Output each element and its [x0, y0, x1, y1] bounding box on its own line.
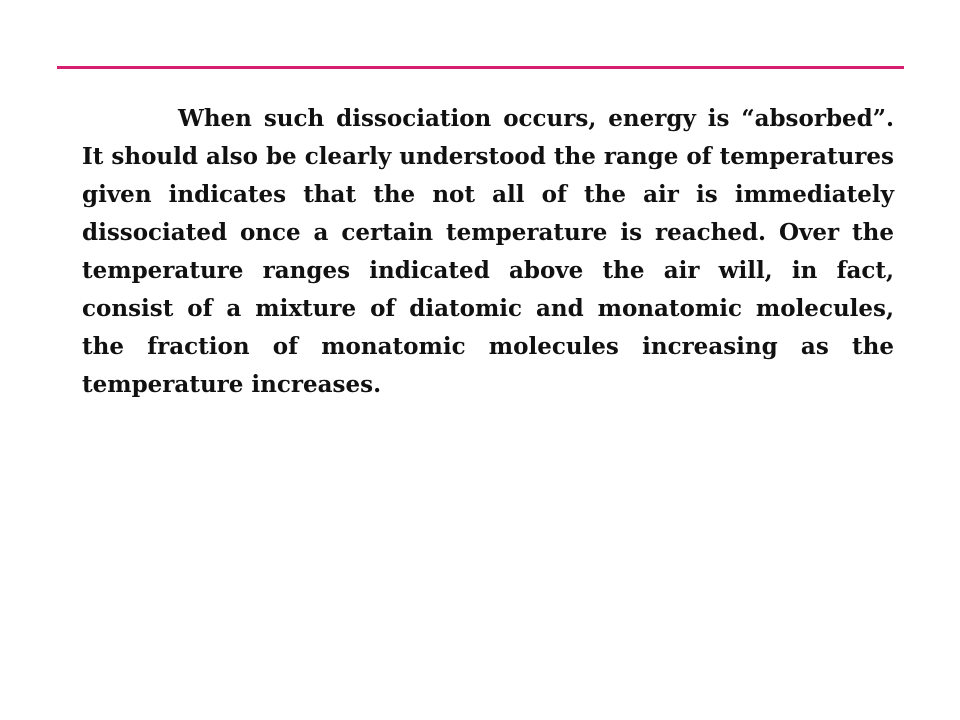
accent-divider-line	[57, 66, 904, 69]
body-paragraph: When such dissociation occurs, energy is “absorbed”. It should also be clearly understood the range of temperatures given indicates that the not all of the air is immediately dissociated once a certain temperature is reached. Over the temperature ranges indicated above the air will, in fact, consist of a mixture of diatomic and monatomic molecules, the fraction of monatomic molecules increasing as the temperature increases.	[82, 105, 894, 398]
